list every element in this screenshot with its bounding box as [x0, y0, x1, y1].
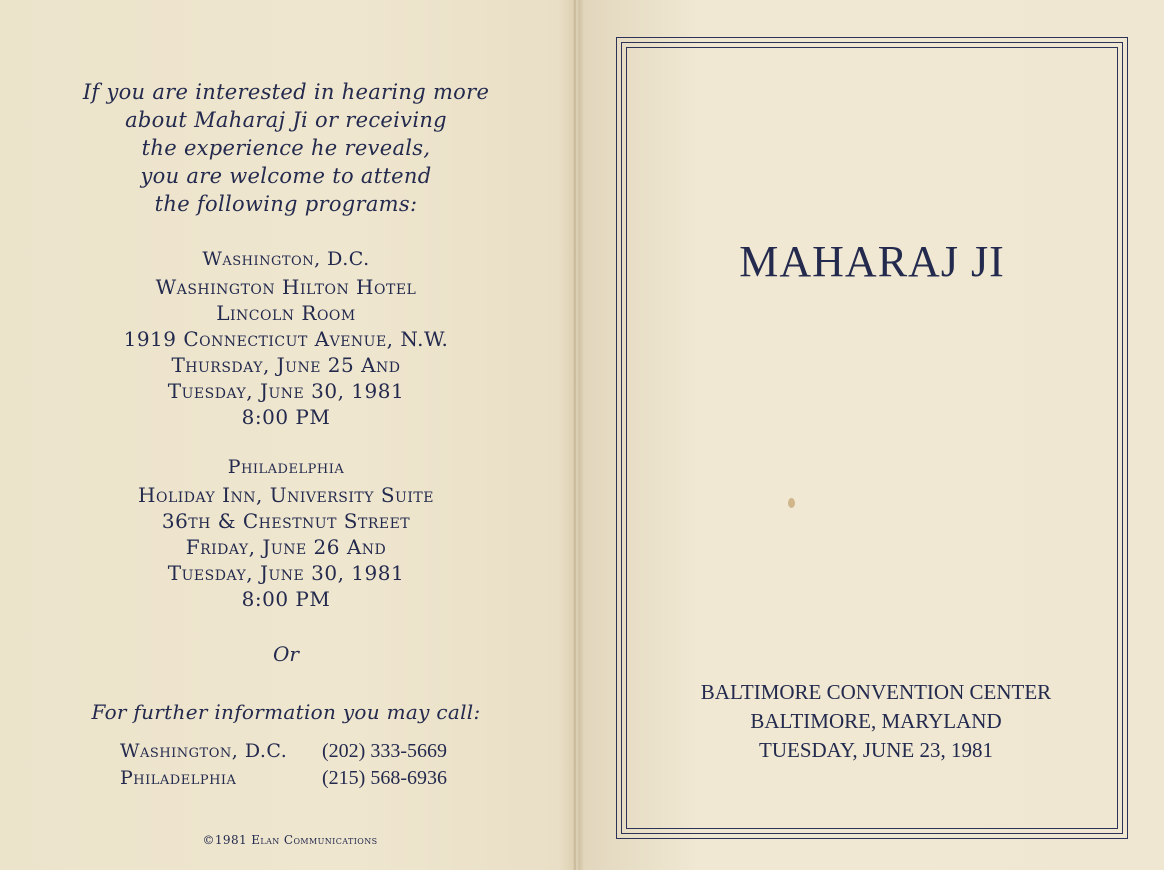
venue-line: Lincoln Room — [216, 301, 356, 325]
venue-line: 8:00 PM — [241, 405, 331, 429]
event-line: TUESDAY, JUNE 23, 1981 — [759, 738, 993, 762]
phone-city: Philadelphia — [120, 767, 237, 789]
phone-city: Washington, D.C. — [120, 740, 288, 762]
phone-number: (202) 333-5669 — [322, 740, 447, 762]
venue-line: Friday, June 26 And — [185, 535, 387, 559]
paper-stain — [788, 498, 795, 508]
intro-text — [40, 78, 532, 218]
intro-line: about Maharaj Ji or receiving — [125, 108, 447, 132]
copyright: ©1981 Elan Communications — [202, 833, 378, 847]
venue-line: 36th & Chestnut Street — [161, 509, 411, 533]
phone-number: (215) 568-6936 — [322, 767, 447, 789]
intro-line: the following programs: — [154, 192, 418, 216]
or-text: Or — [273, 642, 299, 666]
venue-line: Tuesday, June 30, 1981 — [167, 379, 405, 403]
venue-city: Washington, D.C. — [202, 248, 370, 270]
event-info — [626, 678, 1126, 765]
venue-line: Washington Hilton Hotel — [155, 275, 417, 299]
intro-line: the experience he reveals, — [141, 136, 431, 160]
event-line: BALTIMORE CONVENTION CENTER — [700, 680, 1052, 704]
venue-line: Holiday Inn, University Suite — [138, 483, 434, 507]
intro-line: If you are interested in hearing more — [82, 80, 490, 104]
info-heading: For further information you may call: — [91, 700, 481, 724]
intro-line: you are welcome to attend — [140, 164, 432, 188]
venue-philadelphia — [40, 454, 532, 612]
venue-line: Tuesday, June 30, 1981 — [167, 561, 405, 585]
venue-washington — [40, 246, 532, 430]
venue-line: 8:00 PM — [241, 587, 331, 611]
phone-row — [120, 738, 500, 765]
phone-list — [120, 738, 500, 792]
cover-panel — [579, 0, 1164, 870]
cover-title: MAHARAJ JI — [739, 237, 1005, 286]
phone-row — [120, 765, 500, 792]
venue-city: Philadelphia — [227, 456, 345, 478]
venue-line: Thursday, June 25 And — [171, 353, 401, 377]
event-line: BALTIMORE, MARYLAND — [750, 709, 1002, 733]
venue-line: 1919 Connecticut Avenue, N.W. — [123, 327, 449, 351]
left-panel — [0, 0, 573, 870]
